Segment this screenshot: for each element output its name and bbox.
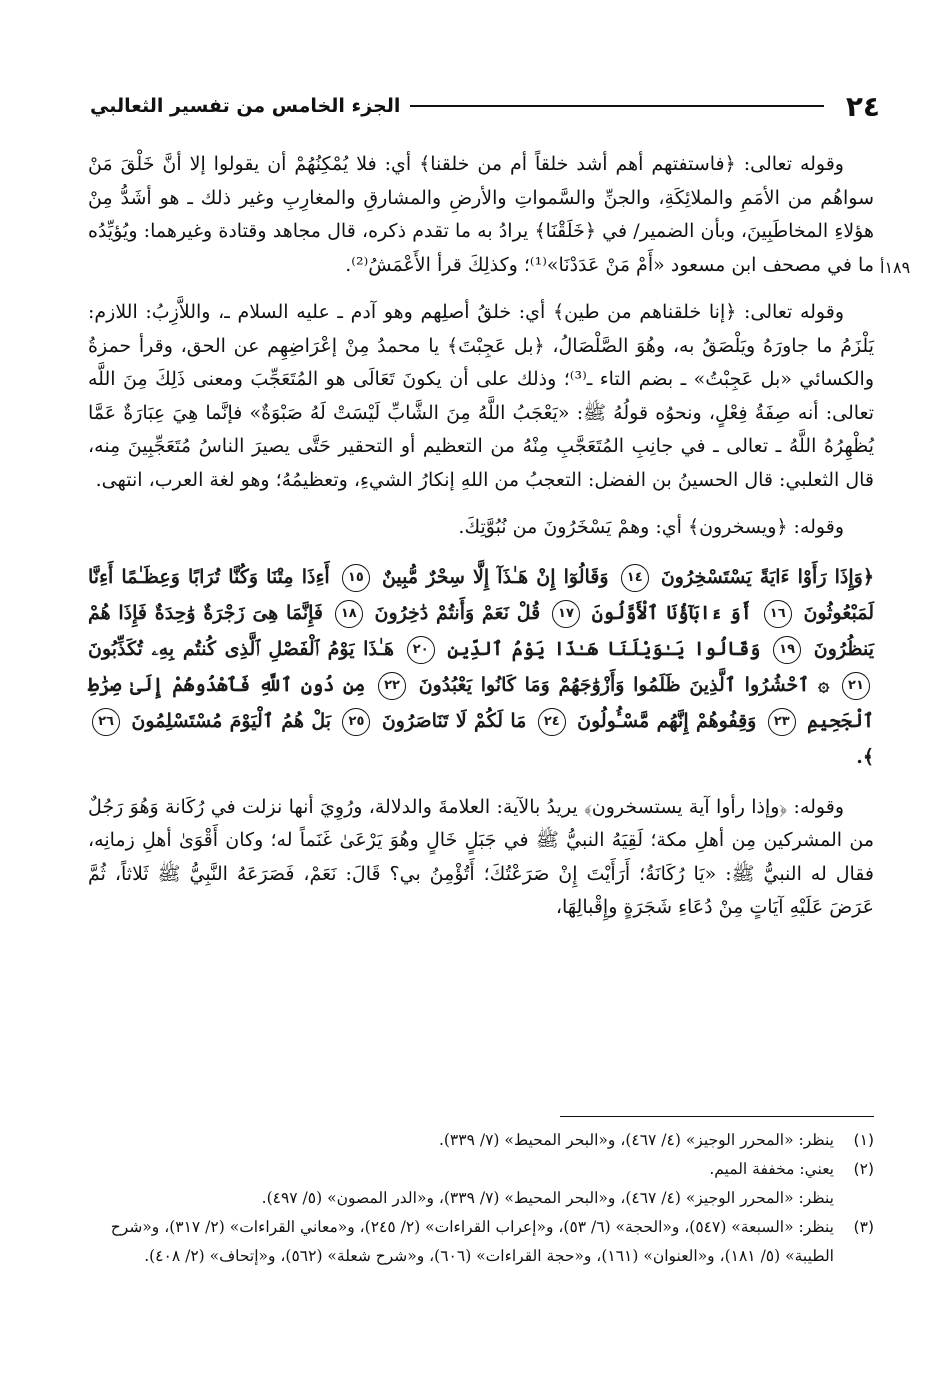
quran-verse-text: أَوَ ءَابَآؤُنَا ٱلْأَوَّلُونَ: [583, 601, 752, 624]
paragraph: وقوله تعالى: ﴿إنا خلقناهم من طين﴾ أي: خلقُ أصلِهم وهو آدم ـ عليه السلام ـ، واللاَّزِبُ: اللازم: يَلْزَمُ ما جاورَهُ ويَلْصَقُ به، وهُوَ الصَّلْصَالُ، ﴿بل عَجِبْتَ﴾ يا محمدُ مِنْ إعْرَاضِهِم عن الحق، وقرأ حمزةُ والكسائي «بل عَجِبْتُ» ـ بضم التاء ـ⁽³⁾؛ وذلك على أن يكونَ تَعَالَى هو المُتَعَجِّبَ ومعنى ذَلِكَ مِنَ اللَّه تعالى: أنه صِفَةُ فِعْلٍ، ونحوُه قولُهُ ﷺ: «يَعْجَبُ اللَّهُ مِنَ الشَّابِّ لَيْسَتْ لَهُ صَبْوَةٌ» فإنَّما هِيَ عِبَارَةٌ عَمَّا يُظْهِرُهُ اللَّهُ ـ تعالى ـ في جانِبِ المُتَعَجَّبِ مِنْهُ من التعظيم أو التحقير حَتَّى يصيرَ الناسُ مُتَعَجِّبِينَ مِنه، قال الثعلبي: قال الحسينُ بن الفضل: التعجبُ من اللهِ إنكارُ الشيءِ، وتعظيمُهُ؛ وهو لغة العرب، انتهى.: [88, 301, 874, 491]
footnote: [88, 1213, 874, 1271]
quran-verse-text: وَقَالُوٓا إِنْ هَـٰذَآ إِلَّا سِحْرٌ مُّبِينٌ: [373, 565, 609, 588]
quran-verse-text: هَـٰذَا يَوْمُ ٱلْفَصْلِ ٱلَّذِى كُنتُم بِهِۦ تُكَذِّبُونَ: [88, 637, 395, 660]
quran-verse-text: فَإِنَّمَا هِىَ زَجْرَةٌ وَٰحِدَةٌ فَإِذَا هُمْ يَنظُرُونَ: [88, 601, 874, 660]
page-header: [90, 88, 880, 124]
quran-verse-text: بَلْ هُمُ ٱلْيَوْمَ مُسْتَسْلِمُونَ: [124, 709, 332, 732]
quran-verse-text: أَءِذَا مِتْنَا وَكُنَّا تُرَابًا وَعِظَـٰمًا أَءِنَّا لَمَبْعُوثُونَ: [88, 565, 874, 624]
paragraph: وقوله: ﴿وإذا رأوا آية يستسخرون﴾ يريدُ بالآية: العلامةَ والدلالة، ورُوِيَ أنها نزلت في رُكَانة وَهُوَ رَجُلٌ من المشركين مِن أهلِ مكة؛ لَقِيَهُ النبيُّ ﷺ في جَبَلٍ خَالٍ وهُوَ يَرْعَىٰ غَنَماً له؛ وكان أَقْوَىٰ أهلِ زمانِه، فقال له النبيُّ ﷺ: «يَا رُكَانَةُ؛ أَرَأَيْتَ إِنْ صَرَعْتُكَ؛ أَتُؤْمِنُ بي؟ قَالَ: نَعَمْ، فَصَرَعَهُ النَّبِيُّ ﷺ ثَلاثاً، ثُمَّ عَرَضَ عَلَيْهِ آيَاتٍ مِنْ دُعَاءِ شَجَرَةٍ وإِقْبالِهَا،: [88, 795, 874, 918]
footnote-number: (١): [853, 1131, 874, 1149]
ayah-number-marker: ٢٦: [92, 708, 120, 736]
ayah-number-marker: ١٩: [773, 636, 801, 664]
footnote: [88, 1155, 874, 1184]
quran-verse-text: قُلْ نَعَمْ وَأَنتُمْ دَٰخِرُونَ: [366, 601, 541, 624]
footnotes: [88, 1126, 874, 1271]
ayah-number-marker: ١٦: [764, 600, 792, 628]
footnote-text: ينظر: «المحرر الوجيز» (٤/ ٤٦٧)، و«البحر المحيط» (٧/ ٣٣٩)، و«الدر المصون» (٥/ ٤٩٧).: [261, 1189, 834, 1207]
ayah-number-marker: ٢٠: [407, 636, 435, 664]
ayah-number-marker: ١٥: [342, 564, 370, 592]
ayah-number-marker: ٢٣: [768, 708, 796, 736]
footnote-text: يعني: مخففة الميم.: [709, 1160, 834, 1178]
page-number: ٢٤: [845, 89, 880, 123]
quran-close-bracket: ﴾.: [856, 745, 874, 768]
ayah-number-marker: ٢١: [842, 672, 870, 700]
header-rule: [410, 105, 823, 107]
footnote-number: [834, 1184, 874, 1213]
quran-verse-text: ۞ ٱحْشُرُوا ٱلَّذِينَ ظَلَمُوا وَأَزْوَٰجَهُمْ وَمَا كَانُوا يَعْبُدُونَ: [410, 673, 830, 696]
paragraph: وقوله: ﴿ويسخرون﴾ أي: وهمْ يَسْخَرُونَ من نُبُوَّتِكَ.: [458, 516, 844, 538]
quran-verse-text: مِن دُونِ ٱللَّهِ فَٱهْدُوهُمْ إِلَىٰ صِرَٰطِ ٱلْجَحِيمِ: [88, 673, 874, 732]
margin-folio-marker: ١٨٩أ: [880, 258, 911, 277]
quran-verse-text: ﴿وَإِذَا رَأَوْا ءَايَةً يَسْتَسْخِرُونَ: [652, 565, 874, 588]
ayah-number-marker: ٢٤: [538, 708, 566, 736]
ayah-number-marker: ١٤: [621, 564, 649, 592]
running-title: الجزء الخامس من تفسير الثعالبي: [90, 95, 401, 117]
ayah-number-marker: ٢٢: [378, 672, 406, 700]
footnote-number: (٢): [853, 1160, 874, 1178]
quran-verses-block: [88, 559, 874, 775]
footnote-separator: [560, 1116, 874, 1117]
ayah-number-marker: ١٨: [335, 600, 363, 628]
footnote-number: (٣): [853, 1218, 874, 1236]
quran-verse-text: وَقَالُوا يَـٰوَيْلَنَا هَـٰذَا يَوْمُ ٱلدِّينِ: [438, 637, 761, 660]
footnote: [88, 1126, 874, 1155]
ayah-number-marker: ١٧: [552, 600, 580, 628]
paragraph: وقوله تعالى: ﴿فاستفتهم أهم أشد خلقاً أم من خلقنا﴾ أي: فلا يُمْكِنُهُمْ أن يقولوا إلا أنَّ خَلْقَ مَنْ سواهُم من الأمَمِ والملائِكَةِ، والجنِّ والسَّمواتِ والأرضِ والمشارقِ والمغارِبِ وغير ذلك ـ هو أشَدُّ مِنْ هؤلاءِ المخاطَبِينَ، وبأن الضمير/ في ﴿خَلَقْنَا﴾ يرادُ به ما تقدم ذكره، قال مجاهد وقتادة وغيرهما: ويُؤيِّدُه ما في مصحف ابن مسعود «أَمْ مَنْ عَدَدْنَا»⁽¹⁾؛ وكذلِكَ قرأ الأَعْمَشُ⁽²⁾.: [88, 153, 874, 276]
quran-verse-text: مَا لَكُمْ لَا تَنَاصَرُونَ: [374, 709, 527, 732]
footnote: [88, 1184, 874, 1213]
footnote-text: ينظر: «السبعة» (٥٤٧)، و«الحجة» (٦/ ٥٣)، و«إعراب القراءات» (٢/ ٢٤٥)، و«معاني القراءات» (٢/ ٣١٧)، و«شرح الطيبة» (٥/ ١٨١)، و«العنوان» (١٦١)، و«حجة القراءات» (٦٠٦)، و«شرح شعلة» (٥٦٢)، و«إتحاف» (٢/ ٤٠٨).: [110, 1218, 834, 1265]
ayah-number-marker: ٢٥: [342, 708, 370, 736]
quran-verse-text: وَقِفُوهُمْ إِنَّهُم مَّسْـُٔولُونَ: [569, 709, 757, 732]
main-text: [88, 148, 874, 939]
footnote-text: ينظر: «المحرر الوجيز» (٤/ ٤٦٧)، و«البحر المحيط» (٧/ ٣٣٩).: [438, 1131, 834, 1149]
